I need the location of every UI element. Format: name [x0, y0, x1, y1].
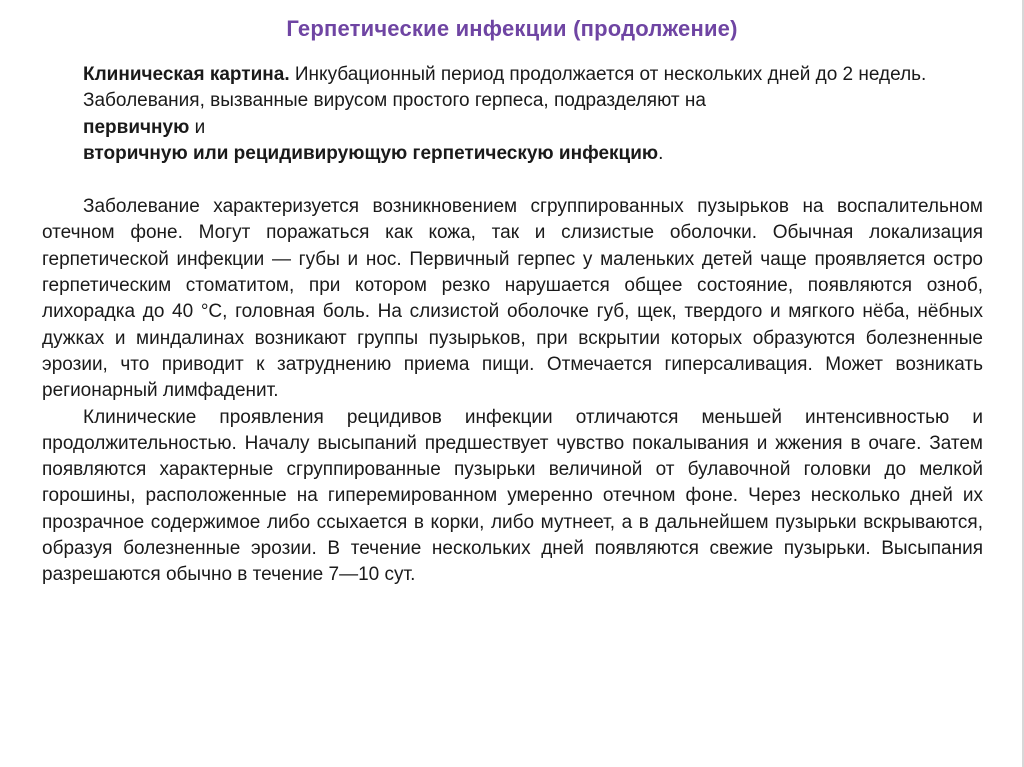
primary-term: первичную [83, 116, 190, 138]
intro-heading: Клиническая картина. [83, 64, 290, 85]
recurrence-paragraph: Клинические проявления рецидивов инфекции отличаются меньшей интенсивностью и продолжительностью. Началу высыпаний предшествует чувство покалывания и жжения в очаге. Затем появляются характерные сгруппированные пузырьки величиной от булавочной головки до мелкой горошины, расположенные на гиперемированном умеренно отечном фоне. Через несколько дней их прозрачное содержимое либо ссыхается в корки, либо мутнеет, а в дальнейшем пузырьки вскрываются, образуя болезненные эрозии. В течение нескольких дней появляются свежие пузырьки. Высыпания разрешаются обычно в течение 7—10 сут. [42, 406, 983, 586]
slide-body [42, 62, 983, 589]
classification-primary [83, 115, 983, 141]
slide-title: Герпетические инфекции (продолжение) [286, 16, 738, 41]
secondary-term: вторичную или рецидивирующую герпетическую инфекцию [83, 142, 659, 164]
secondary-suffix: . [658, 142, 664, 164]
classification-secondary [83, 141, 983, 167]
classification-block [42, 88, 983, 167]
paragraph-gap [42, 167, 983, 194]
symptoms-paragraph: Заболевание характеризуется возникновением сгруппированных пузырьков на воспалительном отечном фоне. Могут поражаться как кожа, так и слизистые оболочки. Обычная локализация герпетической инфекции — губы и нос. Первичный герпес у маленьких детей чаще проявляется остро герпетическим стоматитом, при котором резко нарушается общее состояние, появляются озноб, лихорадка до 40 °С, головная боль. На слизистой оболочке губ, щек, твердого и мягкого нёба, нёбных дужках и миндалинах возникают группы пузырьков, при вскрытии которых образуются болезненные эрозии, что приводит к затруднению приема пищи. Отмечается гиперсаливация. Может возникать регионарный лимфаденит. [42, 196, 983, 402]
intro-paragraph [42, 62, 983, 88]
classification-lead: Заболевания, вызванные вирусом простого герпеса, подразделяют на [83, 90, 706, 112]
intro-text: Инкубационный период продолжается от нескольких дней до 2 недель. [289, 64, 927, 85]
primary-suffix: и [189, 116, 206, 138]
